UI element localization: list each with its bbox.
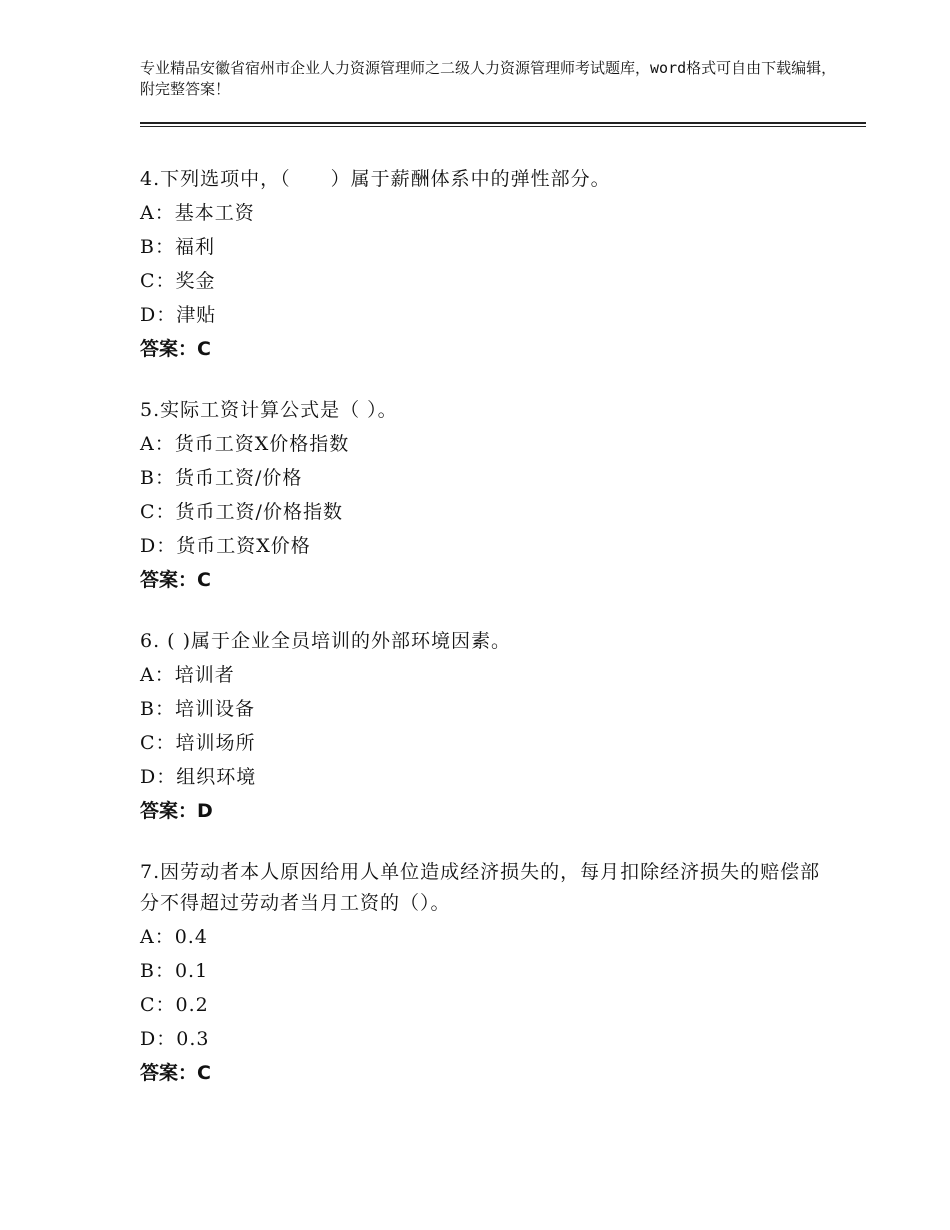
option-a: A：基本工资: [140, 202, 255, 224]
option-b: B：福利: [140, 236, 215, 258]
answer-value: D: [197, 800, 213, 822]
answer-prefix: 答案：: [140, 800, 198, 822]
option-a: A：0.4: [140, 926, 208, 948]
option-b: B：货币工资/价格: [140, 467, 303, 489]
document-header: 专业精品安徽省宿州市企业人力资源管理师之二级人力资源管理师考试题库，word格式可自由下载编辑，附完整答案！: [140, 59, 837, 98]
question-list: [140, 164, 830, 1119]
option-c: C：货币工资/价格指数: [140, 501, 343, 523]
answer-line: [140, 565, 830, 596]
option-d: D：组织环境: [140, 766, 257, 788]
answer-prefix: 答案：: [140, 1062, 198, 1084]
option-d: D：津贴: [140, 304, 217, 326]
header-divider-top: [140, 122, 866, 124]
question-stem: 5.实际工资计算公式是（ ）。: [140, 399, 398, 421]
option-b: B：培训设备: [140, 698, 255, 720]
answer-value: C: [197, 569, 211, 591]
question-6: [140, 626, 830, 827]
answer-value: C: [197, 338, 211, 360]
question-stem: 7.因劳动者本人原因给用人单位造成经济损失的，每月扣除经济损失的赔偿部分不得超过劳动者当月工资的（）。: [140, 861, 821, 914]
header-divider-bottom: [140, 126, 866, 127]
option-b: B：0.1: [140, 960, 209, 982]
answer-line: [140, 334, 830, 365]
option-a: A：培训者: [140, 664, 235, 686]
option-c: C：培训场所: [140, 732, 256, 754]
question-5: [140, 395, 830, 596]
question-stem: 6. ( )属于企业全员培训的外部环境因素。: [140, 630, 512, 652]
option-d: D：货币工资X价格: [140, 535, 311, 557]
question-stem: 4.下列选项中，（ ）属于薪酬体系中的弹性部分。: [140, 168, 611, 190]
answer-line: [140, 1058, 830, 1089]
question-4: [140, 164, 830, 365]
option-c: C：0.2: [140, 994, 209, 1016]
option-a: A：货币工资X价格指数: [140, 433, 350, 455]
option-d: D：0.3: [140, 1028, 210, 1050]
answer-prefix: 答案：: [140, 569, 198, 591]
answer-prefix: 答案：: [140, 338, 198, 360]
question-7: [140, 857, 830, 1089]
option-c: C：奖金: [140, 270, 216, 292]
answer-line: [140, 796, 830, 827]
answer-value: C: [197, 1062, 211, 1084]
